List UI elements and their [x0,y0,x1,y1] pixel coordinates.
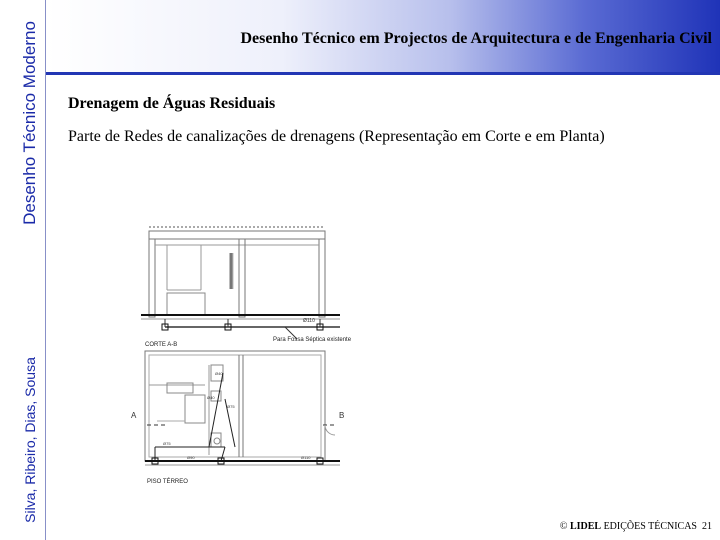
marker-a: A [131,411,137,420]
section-title: CORTE A-B [145,342,178,348]
plan-pipe-75-left: Ø75 [163,441,171,446]
plan-pipe-90: Ø90 [187,455,195,460]
plan-pipe-110: Ø110 [301,455,311,460]
header-title: Desenho Técnico em Projectos de Arquitectura e de Engenharia Civil [240,30,712,47]
plan-view [145,351,340,465]
drainage-drawing-svg [125,215,365,490]
plan-pipe-40-mid: Ø40 [207,395,215,400]
plan-pipe-40-top: Ø40 [215,371,223,376]
header-band [46,0,720,72]
footer [560,521,712,532]
sidebar-title [18,0,42,245]
sidebar-title-text: Desenho Técnico Moderno [20,20,39,225]
copyright-symbol: © [559,521,568,532]
septic-label: Para Fossa Séptica existente [273,337,352,343]
page-number: 21 [702,521,712,532]
sidebar-authors-text: Silva, Ribeiro, Dias, Sousa [22,357,38,523]
publisher-brand: LIDEL [569,521,602,532]
sidebar-authors [18,340,42,540]
plan-title: PISO TÉRREO [147,479,188,485]
publisher-name: EDIÇÕES TÉCNICAS [603,521,697,532]
drainage-drawing [125,215,365,495]
header-rule [46,72,720,75]
sidebar-divider [45,0,46,540]
slide-heading: Drenagem de Águas Residuais [68,95,276,112]
plan-pipe-75-mid: Ø75 [227,404,235,409]
marker-b: B [339,411,345,420]
section-pipe-label: Ø110 [303,318,315,324]
slide-subtitle: Parte de Redes de canalizações de drenagens (Representação em Corte e em Planta) [68,128,605,145]
